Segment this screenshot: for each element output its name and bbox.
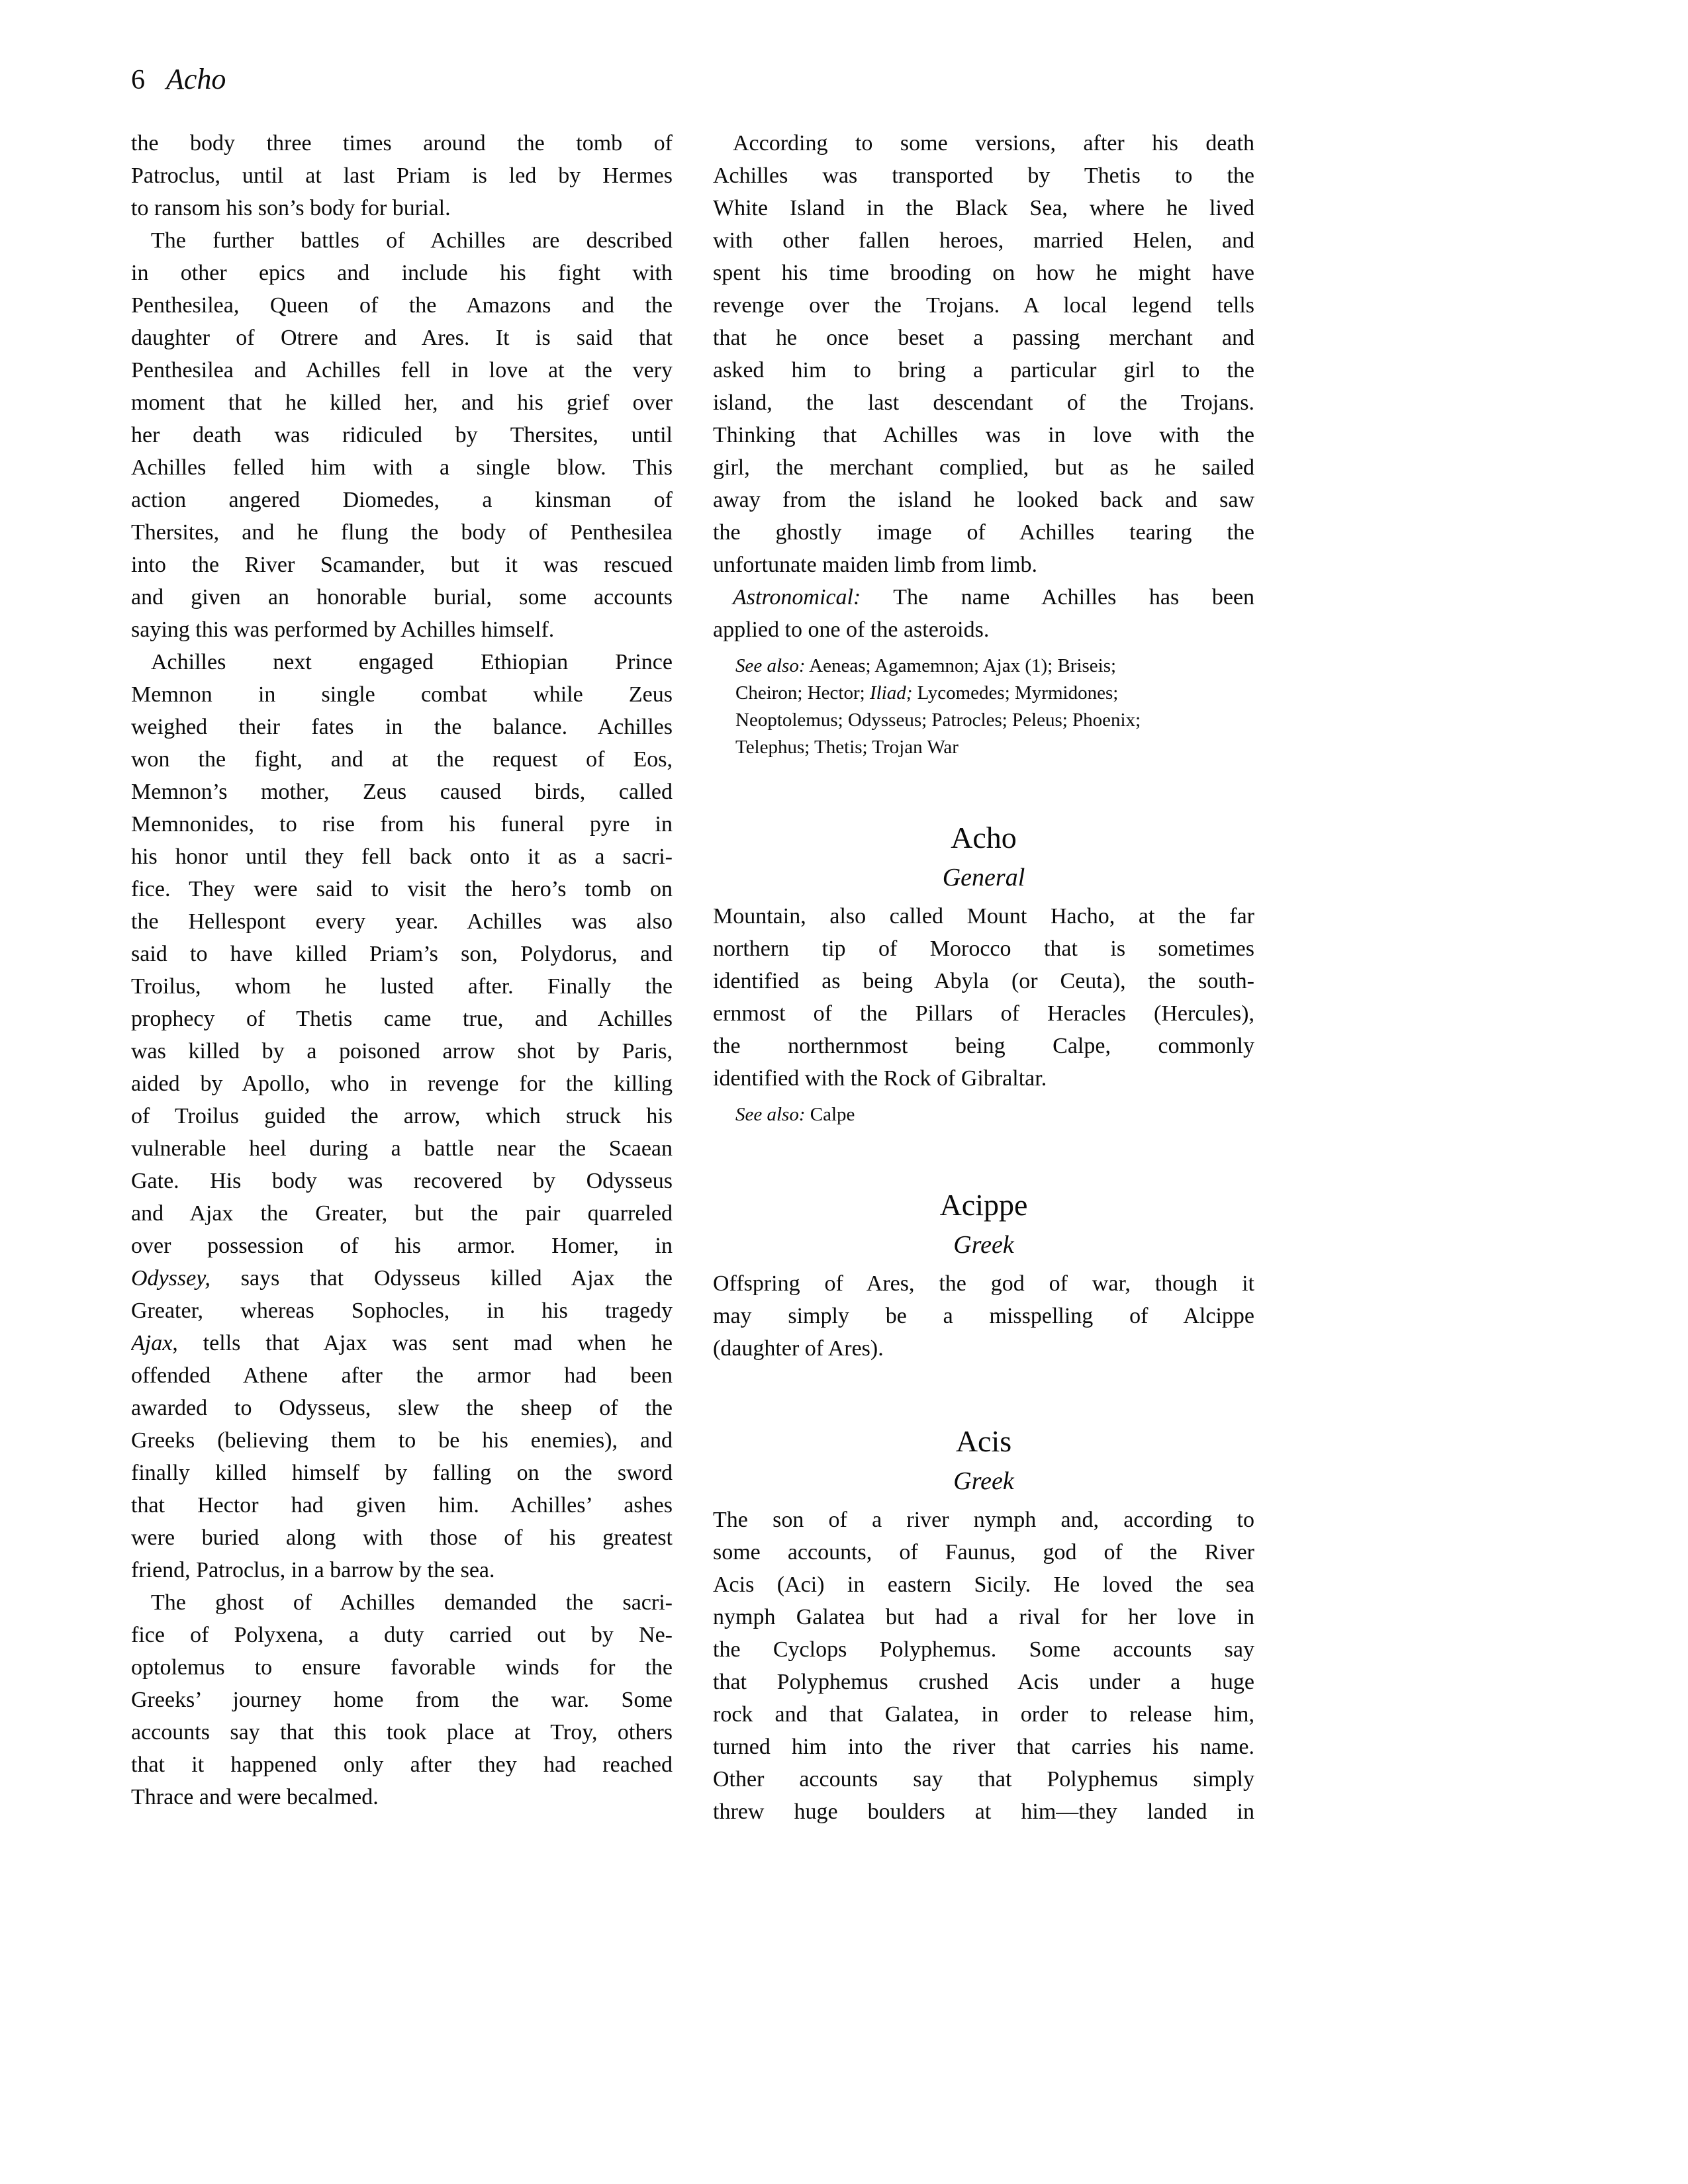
text-line: said to have killed Priam’s son, Polydorus, and	[131, 942, 673, 966]
text-line: daughter of Otrere and Ares. It is said that	[131, 326, 673, 350]
text-line: Thinking that Achilles was in love with the	[713, 423, 1254, 447]
text-line: the northernmost being Calpe, commonly	[713, 1034, 1254, 1058]
text-line: spent his time brooding on how he might have	[713, 261, 1254, 285]
text-line: some accounts, of Faunus, god of the River	[713, 1540, 1254, 1565]
text-line: Achilles next engaged Ethiopian Prince	[151, 650, 673, 674]
text-line: saying this was performed by Achilles himself.	[131, 617, 555, 642]
text-line: island, the last descendant of the Trojans.	[713, 390, 1254, 415]
text-line: the body three times around the tomb of	[131, 131, 673, 156]
paragraph	[713, 1504, 1254, 1828]
text-line: optolemus to ensure favorable winds for the	[131, 1655, 673, 1680]
entry-heading-acho: Acho	[951, 821, 1017, 854]
text-line: won the fight, and at the request of Eos,	[131, 747, 673, 772]
entry-subheading: Greek	[953, 1467, 1014, 1495]
text-line: According to some versions, after his death	[733, 131, 1254, 156]
text-line: fice of Polyxena, a duty carried out by Ne-	[131, 1623, 673, 1647]
text-line: her death was ridiculed by Thersites, until	[131, 423, 673, 447]
text-line: of Troilus guided the arrow, which struck his	[131, 1104, 673, 1128]
text-line: revenge over the Trojans. A local legend tells	[713, 293, 1254, 318]
text-line: Memnonides, to rise from his funeral pyre in	[131, 812, 673, 837]
paragraph	[131, 127, 673, 224]
text-line: aided by Apollo, who in revenge for the killing	[131, 1071, 673, 1096]
text-line: Offspring of Ares, the god of war, though it	[713, 1271, 1254, 1296]
text-line: unfortunate maiden limb from limb.	[713, 553, 1038, 577]
paragraph	[713, 900, 1254, 1095]
text-line: that Hector had given him. Achilles’ ashes	[131, 1493, 673, 1518]
text-line: Mountain, also called Mount Hacho, at the far	[713, 904, 1254, 929]
entry-subheading: General	[942, 864, 1025, 891]
text-line: the ghostly image of Achilles tearing the	[713, 520, 1254, 545]
text-line: Patroclus, until at last Priam is led by Hermes	[131, 163, 673, 188]
page-header	[131, 64, 226, 96]
text-line: girl, the merchant complied, but as he sailed	[713, 455, 1254, 480]
text-line: Acis (Aci) in eastern Sicily. He loved the sea	[713, 1572, 1254, 1597]
paragraph	[713, 581, 1254, 646]
text-line: and given an honorable burial, some accounts	[131, 585, 673, 610]
text-line: offended Athene after the armor had been	[131, 1363, 673, 1388]
text-line: Achilles felled him with a single blow. This	[131, 455, 673, 480]
text-line: Penthesilea, Queen of the Amazons and the	[131, 293, 673, 318]
text-line: The son of a river nymph and, according to	[713, 1508, 1254, 1532]
text-line: nymph Galatea but had a rival for her love in	[713, 1605, 1254, 1629]
left-column	[131, 127, 673, 1813]
text-line: The ghost of Achilles demanded the sacri-	[151, 1590, 673, 1615]
text-line: the Hellespont every year. Achilles was also	[131, 909, 673, 934]
text-line: Memnon’s mother, Zeus caused birds, called	[131, 780, 673, 804]
text-line: were buried along with those of his greatest	[131, 1525, 673, 1550]
text-line: weighed their fates in the balance. Achilles	[131, 715, 673, 739]
text-line: Greeks (believing them to be his enemies), and	[131, 1428, 673, 1453]
text-line: and Ajax the Greater, but the pair quarreled	[131, 1201, 673, 1226]
text-line: awarded to Odysseus, slew the sheep of the	[131, 1396, 673, 1420]
text-line: Greater, whereas Sophocles, in his tragedy	[131, 1298, 673, 1323]
text-line: Greeks’ journey home from the war. Some	[131, 1688, 673, 1712]
text-line: threw huge boulders at him—they landed in	[713, 1799, 1254, 1824]
text-line: ernmost of the Pillars of Heracles (Hercules),	[713, 1001, 1254, 1026]
text-line: the Cyclops Polyphemus. Some accounts say	[713, 1637, 1254, 1662]
entry-heading-acippe: Acippe	[939, 1188, 1028, 1222]
text-line: with other fallen heroes, married Helen, and	[713, 228, 1254, 253]
text-line: rock and that Galatea, in order to release him,	[713, 1702, 1254, 1727]
paragraph	[713, 127, 1254, 581]
text-line: Astronomical: The name Achilles has been	[733, 585, 1254, 610]
text-line: Ajax, tells that Ajax was sent mad when he	[131, 1331, 673, 1355]
text-line: White Island in the Black Sea, where he lived	[713, 196, 1254, 220]
text-line: may simply be a misspelling of Alcippe	[713, 1304, 1254, 1328]
text-line: Penthesilea and Achilles fell in love at the very	[131, 358, 673, 383]
text-line: (daughter of Ares).	[713, 1336, 884, 1361]
text-line: identified with the Rock of Gibraltar.	[713, 1066, 1047, 1091]
text-line: to ransom his son’s body for burial.	[131, 196, 451, 220]
text-line: over possession of his armor. Homer, in	[131, 1234, 673, 1258]
see-also-line: Telephus; Thetis; Trojan War	[735, 737, 959, 758]
text-line: moment that he killed her, and his grief over	[131, 390, 673, 415]
see-also-block	[735, 653, 1254, 761]
text-line: northern tip of Morocco that is sometimes	[713, 936, 1254, 961]
text-line: into the River Scamander, but it was rescued	[131, 553, 673, 577]
text-line: prophecy of Thetis came true, and Achilles	[131, 1007, 673, 1031]
text-line: action angered Diomedes, a kinsman of	[131, 488, 673, 512]
text-line: Other accounts say that Polyphemus simply	[713, 1767, 1254, 1792]
page-number: 6	[131, 65, 145, 95]
text-line: away from the island he looked back and saw	[713, 488, 1254, 512]
see-also-line: Neoptolemus; Odysseus; Patrocles; Peleus; Phoenix;	[735, 709, 1141, 731]
entry-heading-acis: Acis	[955, 1424, 1012, 1458]
right-column	[713, 127, 1254, 1828]
text-line: turned him into the river that carries his name.	[713, 1735, 1254, 1759]
text-line: was killed by a poisoned arrow shot by Paris,	[131, 1039, 673, 1064]
entry-subheading: Greek	[953, 1231, 1014, 1259]
text-line: that he once beset a passing merchant and	[713, 326, 1254, 350]
text-line: Thersites, and he flung the body of Penthesilea	[131, 520, 673, 545]
text-line: The further battles of Achilles are described	[151, 228, 673, 253]
paragraph	[131, 646, 673, 1586]
text-line: accounts say that this took place at Troy, others	[131, 1720, 673, 1745]
text-line: vulnerable heel during a battle near the Scaean	[131, 1136, 673, 1161]
text-line: Odyssey, says that Odysseus killed Ajax the	[131, 1266, 673, 1291]
text-line: that it happened only after they had reached	[131, 1752, 673, 1777]
text-line: asked him to bring a particular girl to the	[713, 358, 1254, 383]
paragraph	[131, 224, 673, 646]
text-line: that Polyphemus crushed Acis under a huge	[713, 1670, 1254, 1694]
text-line: Achilles was transported by Thetis to the	[713, 163, 1254, 188]
text-line: fice. They were said to visit the hero’s tomb on	[131, 877, 673, 901]
text-line: Troilus, whom he lusted after. Finally the	[131, 974, 673, 999]
paragraph	[713, 1267, 1254, 1365]
see-also-block	[735, 1101, 1254, 1128]
see-also-line: Cheiron; Hector; Iliad; Lycomedes; Myrmidones;	[735, 682, 1119, 704]
text-line: in other epics and include his fight with	[131, 261, 673, 285]
text-line: finally killed himself by falling on the sword	[131, 1461, 673, 1485]
text-line: applied to one of the asteroids.	[713, 617, 990, 642]
text-line: his honor until they fell back onto it as a sacri-	[131, 844, 673, 869]
text-line: identified as being Abyla (or Ceuta), the south-	[713, 969, 1254, 993]
text-line: Gate. His body was recovered by Odysseus	[131, 1169, 673, 1193]
paragraph	[131, 1586, 673, 1813]
text-line: Thrace and were becalmed.	[131, 1785, 379, 1809]
running-head: Acho	[166, 63, 226, 95]
see-also-line: See also: Calpe	[735, 1104, 855, 1125]
text-line: Memnon in single combat while Zeus	[131, 682, 673, 707]
see-also-line: See also: Aeneas; Agamemnon; Ajax (1); Briseis;	[735, 655, 1117, 676]
text-line: friend, Patroclus, in a barrow by the sea.	[131, 1558, 495, 1582]
